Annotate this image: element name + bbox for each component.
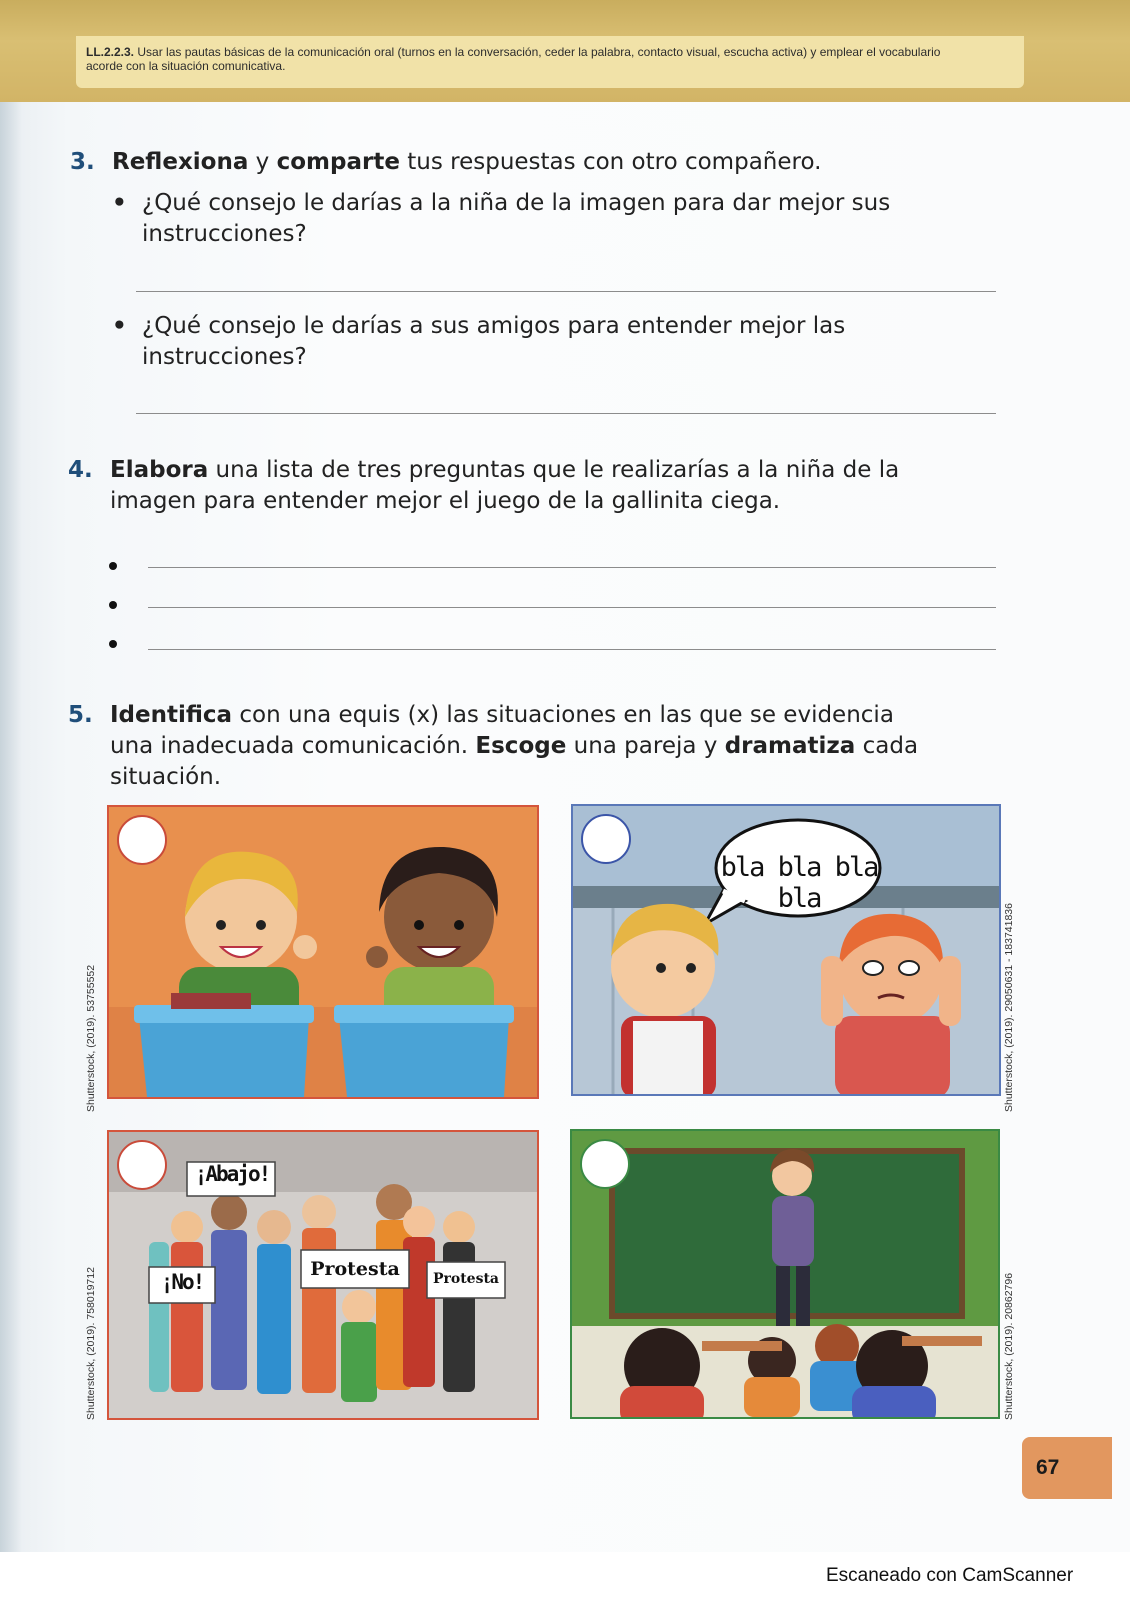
bullet-dot: • bbox=[112, 313, 127, 339]
q3-text-1: y bbox=[248, 149, 277, 175]
teacher-class-illustration bbox=[572, 1131, 1000, 1419]
question-3-heading bbox=[70, 147, 1012, 178]
answer-checkbox-4[interactable] bbox=[580, 1139, 630, 1189]
q3-bullet-2 bbox=[112, 311, 1002, 373]
answer-line-q3-1[interactable] bbox=[136, 291, 996, 292]
sign-protesta-2: Protesta bbox=[432, 1271, 500, 1287]
bla-bla-illustration bbox=[573, 806, 1001, 1096]
q3-verb-reflexiona: Reflexiona bbox=[112, 149, 249, 175]
panel-kids-greeting bbox=[107, 805, 539, 1099]
sign-abajo: ¡Abajo! bbox=[194, 1162, 270, 1186]
q4-verb-elabora: Elabora bbox=[110, 457, 209, 483]
answer-line-q4-2[interactable] bbox=[148, 607, 996, 608]
q5-text-1: con una equis (x) las situaciones en las que se evidencia bbox=[232, 702, 894, 728]
answer-line-q4-1[interactable] bbox=[148, 567, 996, 568]
panel-bla-bla bbox=[571, 804, 1001, 1096]
skill-code: LL.2.2.3. bbox=[86, 45, 135, 59]
q4-text-1: una lista de tres preguntas que le realizarías a la niña de la bbox=[208, 457, 900, 483]
scanner-watermark: Escaneado con CamScanner bbox=[826, 1565, 1074, 1586]
answer-checkbox-2[interactable] bbox=[581, 814, 631, 864]
q3-bullet-2-line-1: ¿Qué consejo le darías a sus amigos para entender mejor las bbox=[142, 313, 846, 339]
question-4-heading bbox=[68, 455, 1010, 517]
skill-line-2: acorde con la situación comunicativa. bbox=[86, 59, 286, 73]
page-edge-shadow bbox=[0, 0, 22, 1552]
q5-text-5: situación. bbox=[110, 764, 222, 790]
answer-checkbox-1[interactable] bbox=[117, 815, 167, 865]
photo-credit-2: Shutterstock, (2019). 29050631 - 183741836 bbox=[1003, 903, 1015, 1112]
q3-verb-comparte: comparte bbox=[276, 149, 400, 175]
q5-text-3: una pareja y bbox=[566, 733, 725, 759]
skill-text-1: Usar las pautas básicas de la comunicación oral (turnos en la conversación, ceder la palabra, contacto visual, escucha activa) y emplear el vocabulario bbox=[137, 45, 941, 59]
photo-credit-3: Shutterstock, (2019). 758019712 bbox=[85, 1267, 97, 1420]
answer-line-q4-3[interactable] bbox=[148, 649, 996, 650]
q5-text-4: cada bbox=[855, 733, 919, 759]
answer-line-q3-2[interactable] bbox=[136, 413, 996, 414]
bullet-dot: • bbox=[112, 190, 127, 216]
q4-bullet-1 bbox=[109, 562, 117, 570]
q5-verb-identifica: Identifica bbox=[110, 702, 233, 728]
q5-text-2: una inadecuada comunicación. bbox=[110, 733, 476, 759]
question-5-number: 5. bbox=[68, 702, 93, 728]
page-number: 67 bbox=[1036, 1456, 1060, 1479]
q3-text-2: tus respuestas con otro compañero. bbox=[399, 149, 822, 175]
q5-verb-escoge: Escoge bbox=[475, 733, 567, 759]
sign-protesta-1: Protesta bbox=[310, 1258, 400, 1280]
q4-bullet-3 bbox=[109, 640, 117, 648]
q3-bullet-1-line-2: instrucciones? bbox=[142, 221, 307, 247]
q3-bullet-2-line-2: instrucciones? bbox=[142, 344, 307, 370]
panel-teacher-class bbox=[570, 1129, 1000, 1419]
skill-description-bar bbox=[76, 36, 1024, 88]
q3-bullet-1-line-1: ¿Qué consejo le darías a la niña de la imagen para dar mejor sus bbox=[142, 190, 891, 216]
answer-checkbox-3[interactable] bbox=[117, 1140, 167, 1190]
sign-no: ¡No! bbox=[160, 1270, 204, 1294]
kids-greeting-illustration bbox=[109, 807, 539, 1099]
question-3-number: 3. bbox=[70, 149, 95, 175]
photo-credit-4: Shutterstock, (2019). 20862796 bbox=[1003, 1272, 1015, 1420]
question-5-heading bbox=[68, 700, 1010, 793]
panel-protest bbox=[107, 1130, 539, 1420]
speech-bubble-text: bla bla bla bla bbox=[720, 852, 878, 914]
photo-credit-1: Shutterstock, (2019). 53755552 bbox=[85, 964, 97, 1112]
question-4-number: 4. bbox=[68, 457, 93, 483]
skill-line-1 bbox=[86, 45, 1014, 59]
q4-text-2: imagen para entender mejor el juego de la gallinita ciega. bbox=[110, 488, 781, 514]
q4-bullet-2 bbox=[109, 601, 117, 609]
q3-bullet-1 bbox=[112, 188, 1002, 250]
q5-verb-dramatiza: dramatiza bbox=[724, 733, 856, 759]
